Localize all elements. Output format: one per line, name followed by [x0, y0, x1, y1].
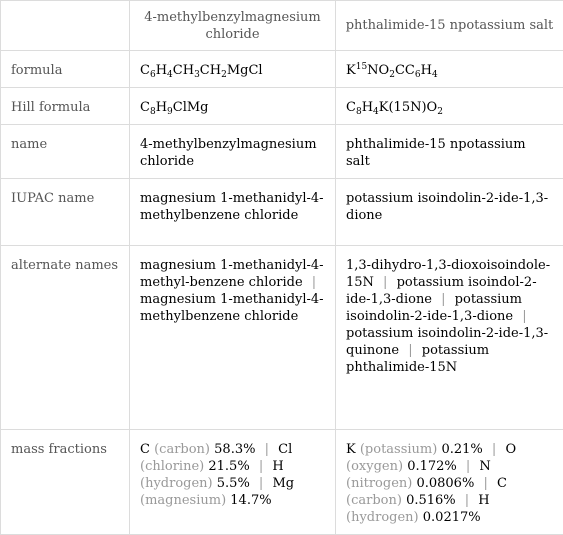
alternate-names-compound-1 — [130, 246, 336, 430]
subscript: 2 — [389, 70, 395, 80]
subscript: 4 — [167, 70, 173, 80]
element-symbol: Cl — [278, 442, 292, 457]
separator: | — [457, 459, 480, 474]
formula-part: H — [156, 100, 167, 115]
row-label-formula: formula — [1, 51, 130, 88]
subscript: 6 — [415, 70, 421, 80]
formula-part: CC — [395, 63, 415, 78]
element-symbol: H — [272, 459, 283, 474]
element-symbol: C — [497, 476, 507, 491]
element-name: (carbon) — [154, 442, 210, 457]
formula-part: H — [156, 63, 167, 78]
subscript: 2 — [221, 70, 227, 80]
separator: | — [374, 275, 397, 290]
element-name: (hydrogen) — [140, 476, 213, 491]
element-name: (hydrogen) — [346, 510, 419, 525]
mass-fraction-value: 5.5% — [217, 476, 250, 491]
element-name: (oxygen) — [346, 459, 403, 474]
subscript: 9 — [167, 107, 173, 117]
separator: | — [474, 476, 497, 491]
element-name: (nitrogen) — [346, 476, 412, 491]
separator: | — [250, 476, 273, 491]
element-symbol: K — [346, 442, 356, 457]
element-symbol: C — [140, 442, 150, 457]
subscript: 4 — [432, 70, 438, 80]
formula-part: CH — [173, 63, 194, 78]
subscript: 8 — [356, 107, 362, 117]
element-symbol: Mg — [272, 476, 294, 491]
header-empty-cell — [1, 1, 130, 51]
separator: | — [250, 459, 273, 474]
separator: | — [303, 275, 322, 290]
mass-fraction-value: 21.5% — [208, 459, 249, 474]
header-compound-1: 4-methylbenzylmagnesium chloride — [130, 1, 336, 51]
alternate-name: magnesium 1-methanidyl-4-methylbenzene chloride — [140, 292, 324, 324]
element-name: (potassium) — [360, 442, 437, 457]
row-label-iupac-name: IUPAC name — [1, 179, 130, 246]
element-name: (magnesium) — [140, 493, 226, 508]
subscript: 2 — [437, 107, 443, 117]
alternate-name: magnesium 1-methanidyl-4-methyl-benzene chloride — [140, 258, 324, 290]
alternate-name: 1,3-dihydro-1,3-dioxoisoindole-15N — [346, 258, 550, 290]
hill-formula-row — [1, 88, 563, 125]
formula-part: C — [346, 100, 356, 115]
subscript: 8 — [150, 107, 156, 117]
mass-fraction-value: 0.21% — [441, 442, 482, 457]
formula-part: CH — [200, 63, 221, 78]
formula-part: ClMg — [173, 100, 209, 115]
formula-part: H — [362, 100, 373, 115]
alternate-name: potassium isoindol-2-ide-1,3-dione — [346, 275, 537, 307]
iupac-compound-2: potassium isoindolin-2-ide-1,3-dione — [336, 179, 563, 246]
subscript: 4 — [373, 107, 379, 117]
formula-compound-1 — [130, 51, 336, 88]
hill-formula-compound-1 — [130, 88, 336, 125]
mass-fraction-value: 58.3% — [214, 442, 255, 457]
separator: | — [399, 343, 422, 358]
row-label-alternate-names: alternate names — [1, 246, 130, 430]
mass-fraction-value: 0.0806% — [416, 476, 474, 491]
hill-formula-compound-2 — [336, 88, 563, 125]
alternate-names-row — [1, 246, 563, 430]
formula-compound-2 — [336, 51, 563, 88]
iupac-row — [1, 179, 563, 246]
separator: | — [432, 292, 455, 307]
alternate-name: potassium isoindolin-2-ide-1,3-dione — [346, 292, 522, 324]
mass-fraction-value: 0.0217% — [423, 510, 481, 525]
row-label-name: name — [1, 125, 130, 179]
row-label-hill-formula: Hill formula — [1, 88, 130, 125]
separator: | — [483, 442, 506, 457]
header-row — [1, 1, 563, 51]
mass-fraction-value: 0.172% — [407, 459, 457, 474]
alternate-name: potassium phthalimide-15N — [346, 343, 489, 375]
element-symbol: N — [479, 459, 490, 474]
iupac-compound-1: magnesium 1-methanidyl-4-methylbenzene chloride — [130, 179, 336, 246]
formula-part: C — [140, 100, 150, 115]
superscript: 15 — [356, 62, 367, 72]
subscript: 3 — [194, 70, 200, 80]
alternate-name: potassium isoindolin-2-ide-1,3-quinone — [346, 326, 548, 358]
name-compound-1: 4-methylbenzylmagnesium chloride — [130, 125, 336, 179]
element-symbol: O — [505, 442, 516, 457]
mass-fraction-value: 14.7% — [230, 493, 271, 508]
formula-part: MgCl — [227, 63, 263, 78]
element-name: (chlorine) — [140, 459, 204, 474]
row-label-mass-fractions: mass fractions — [1, 430, 130, 535]
separator: | — [456, 493, 479, 508]
mass-fraction-value: 0.516% — [406, 493, 456, 508]
header-compound-2: phthalimide-15 npotassium salt — [336, 1, 563, 51]
subscript: 6 — [150, 70, 156, 80]
formula-part: NO — [367, 63, 389, 78]
element-name: (carbon) — [346, 493, 402, 508]
element-symbol: H — [478, 493, 489, 508]
name-compound-2: phthalimide-15 npotassium salt — [336, 125, 563, 179]
formula-part: H — [421, 63, 432, 78]
formula-part: C — [140, 63, 150, 78]
alternate-names-compound-2 — [336, 246, 563, 430]
name-row — [1, 125, 563, 179]
separator: | — [255, 442, 278, 457]
formula-part: K — [346, 63, 356, 78]
formula-row — [1, 51, 563, 88]
formula-part: K(15N)O — [379, 100, 437, 115]
separator: | — [513, 309, 532, 324]
